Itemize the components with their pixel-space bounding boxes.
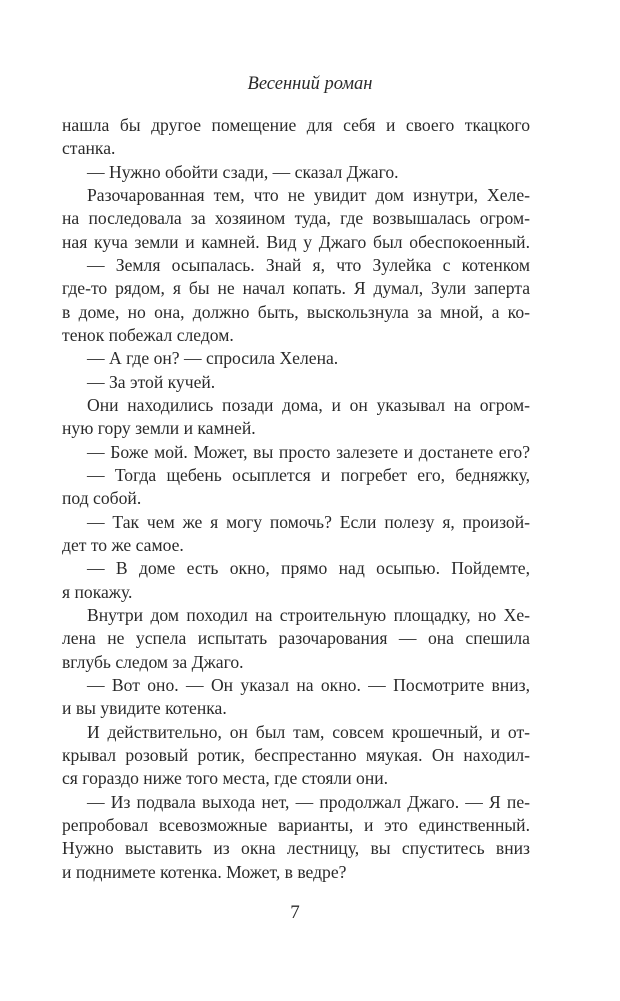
text-line: Они находились позади дома, и он указывал на огром- (87, 394, 530, 415)
running-head: Весенний роман (247, 74, 373, 94)
text-line: крывал розовый ротик, беспрестанно мяукая. Он находил- (62, 744, 530, 765)
text-line: — В доме есть окно, прямо над осыпью. Пойдемте, (87, 558, 530, 579)
text-line: — Вот оно. — Он указал на окно. — Посмотрите вниз, (87, 674, 530, 695)
text-line: — Так чем же я могу помочь? Если полезу я, произой- (87, 511, 530, 532)
text-line: тенок побежал следом. (62, 324, 234, 345)
text-line: под собой. (62, 488, 142, 509)
text-line: Разочарованная тем, что не увидит дом изнутри, Хеле- (87, 184, 530, 205)
text-line: и поднимете котенка. Может, в ведре? (62, 861, 347, 882)
text-line: ная куча земли и камней. Вид у Джаго был обеспокоенный. (62, 231, 530, 252)
text-line: Нужно выставить из окна лестницу, вы спуститесь вниз (62, 838, 530, 859)
text-line: Внутри дом походил на строительную площадку, но Хе- (87, 604, 530, 625)
text-line: И действительно, он был там, совсем крошечный, и от- (87, 721, 530, 742)
text-line: в доме, но она, должно быть, выскользнула за мной, а ко- (62, 301, 530, 322)
text-line: — А где он? — спросила Хелена. (87, 348, 339, 369)
text-line: — Тогда щебень осыплется и погребет его, бедняжку, (87, 464, 530, 485)
text-line: нашла бы другое помещение для себя и своего ткацкого (62, 115, 530, 135)
text-line: репробовал всевозможные варианты, и это единственный. (62, 814, 530, 835)
page-number: 7 (290, 902, 300, 923)
text-line: — Из подвала выхода нет, — продолжал Джаго. — Я пе- (87, 791, 530, 812)
text-line: лена не успела испытать разочарования — она спешила (62, 628, 530, 649)
text-line: я покажу. (62, 581, 133, 602)
text-line: — Боже мой. Может, вы просто залезете и достанете его? (87, 441, 530, 462)
text-line: ную гору земли и камней. (62, 418, 256, 439)
text-line: вглубь следом за Джаго. (62, 651, 244, 672)
body-text (62, 114, 530, 884)
text-line: на последовала за хозяином туда, где возвышалась огром- (62, 208, 530, 229)
text-line: где-то рядом, я бы не начал копать. Я думал, Зули заперта (62, 278, 530, 299)
text-line: дет то же самое. (62, 534, 184, 555)
text-line: станка. (62, 138, 116, 159)
text-line: — За этой кучей. (87, 371, 216, 392)
text-line: — Нужно обойти сзади, — сказал Джаго. (87, 161, 399, 182)
text-line: ся гораздо ниже того места, где стояли они. (62, 768, 389, 789)
text-line: и вы увидите котенка. (62, 698, 227, 719)
text-line: — Земля осыпалась. Знай я, что Зулейка с котенком (87, 254, 530, 275)
